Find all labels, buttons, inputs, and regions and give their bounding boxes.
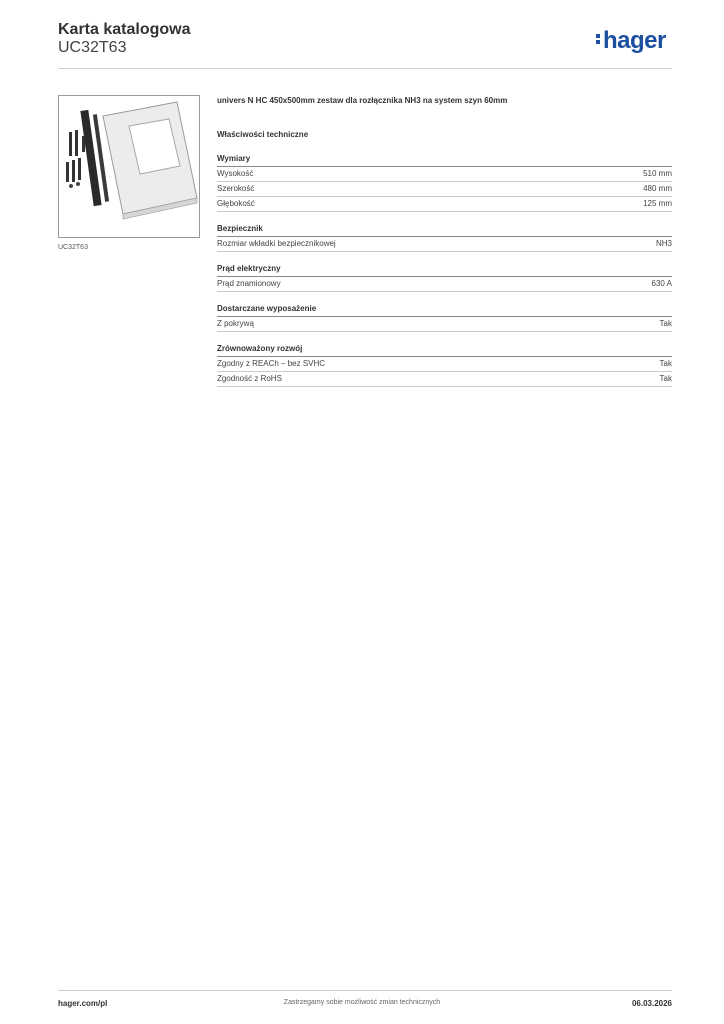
footer-divider [58, 990, 672, 991]
spec-row [217, 277, 672, 292]
group-title: Zrównoważony rozwój [217, 344, 672, 357]
spec-label: Wysokość [217, 169, 254, 178]
group-supplied-equipment [217, 304, 672, 332]
group-title: Wymiary [217, 154, 672, 167]
spec-value: 630 A [651, 279, 672, 288]
group-sustainability [217, 344, 672, 387]
spec-row [217, 372, 672, 387]
product-illustration [59, 96, 199, 237]
group-dimensions [217, 154, 672, 212]
spec-value: 480 mm [643, 184, 672, 193]
spec-value: Tak [659, 319, 672, 328]
spec-row [217, 357, 672, 372]
spec-row [217, 182, 672, 197]
spec-value: 125 mm [643, 199, 672, 208]
footer-date: 06.03.2026 [631, 999, 672, 1008]
spec-row [217, 167, 672, 182]
image-caption: UC32T63 [58, 244, 88, 251]
spec-row [217, 237, 672, 252]
section-title: Właściwości techniczne [217, 130, 309, 139]
spec-label: Prąd znamionowy [217, 279, 281, 288]
spec-label: Rozmiar wkładki bezpiecznikowej [217, 239, 336, 248]
footer-notice: Zastrzegamy sobie możliwość zmian technicznych [283, 999, 441, 1006]
product-image [58, 95, 200, 238]
group-fuse [217, 224, 672, 252]
product-description: univers N HC 450x500mm zestaw dla rozłącznika NH3 na system szyn 60mm [217, 96, 508, 105]
footer-website: hager.com/pl [58, 999, 108, 1008]
spec-label: Z pokrywą [217, 319, 254, 328]
header-divider [58, 68, 672, 69]
spec-value: Tak [659, 374, 672, 383]
product-code: UC32T63 [58, 39, 127, 56]
group-title: Prąd elektryczny [217, 264, 672, 277]
document-title: Karta katalogowa [58, 21, 191, 38]
spec-row [217, 317, 672, 332]
spec-label: Głębokość [217, 199, 255, 208]
spec-label: Zgodność z RoHS [217, 374, 282, 383]
spec-value: NH3 [655, 239, 672, 248]
hager-logo [596, 27, 666, 55]
group-title: Dostarczane wyposażenie [217, 304, 672, 317]
spec-value: Tak [659, 359, 672, 368]
group-title: Bezpiecznik [217, 224, 672, 237]
spec-label: Zgodny z REACh – bez SVHC [217, 359, 326, 368]
group-current [217, 264, 672, 292]
spec-value: 510 mm [643, 169, 672, 178]
logo-text: hager [603, 27, 666, 54]
spec-row [217, 197, 672, 212]
logo-dots-icon [596, 32, 601, 46]
spec-label: Szerokość [217, 184, 255, 193]
product-details [217, 96, 672, 387]
